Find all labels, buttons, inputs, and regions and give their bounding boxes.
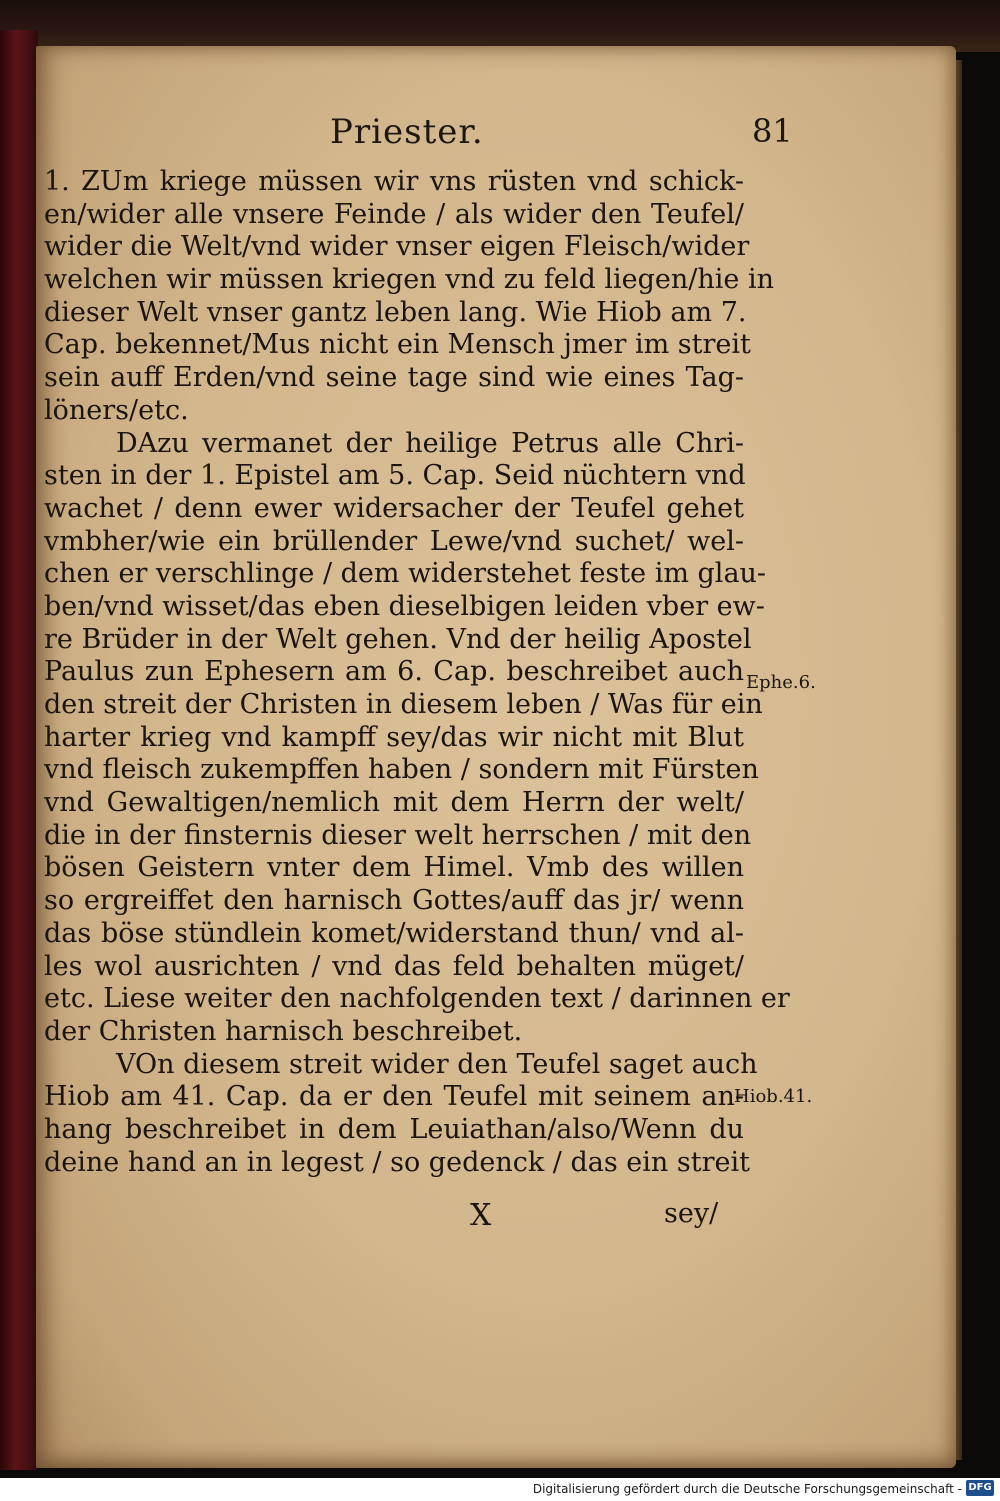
text-line: sein auff Erden/vnd seine tage sind wie eines Tag- xyxy=(44,362,744,394)
text-line: VOn diesem streit wider den Teufel saget auch xyxy=(116,1048,758,1080)
text-line: 1. ZUm kriege müssen wir vns rüsten vnd schick- xyxy=(44,166,744,197)
text-line: das böse stündlein komet/widerstand thun/ vnd al- xyxy=(44,917,744,949)
text-line: Paulus zun Ephesern am 6. Cap. beschreibet auch xyxy=(44,656,744,688)
text-line: deine hand an in legest / so gedenck / das ein streit xyxy=(44,1146,750,1178)
text-line: Cap. bekennet/Mus nicht ein Mensch jmer im streit xyxy=(44,329,751,361)
text-line: les wol ausrichten / vnd das feld behalten müget/ xyxy=(44,950,744,982)
catchword: sey/ xyxy=(664,1198,719,1229)
running-head: Priester. xyxy=(330,112,484,152)
text-line: chen er verschlinge / dem widerstehet feste im glau- xyxy=(44,558,767,590)
text-line: re Brüder in der Welt gehen. Vnd der heilig Apostel xyxy=(44,623,752,655)
folio-number: 81 xyxy=(752,112,793,150)
margin-note: Hiob.41. xyxy=(734,1086,813,1107)
text-line: DAzu vermanet der heilige Petrus alle Chri- xyxy=(116,427,744,459)
text-line: wachet / denn ewer widersacher der Teufel gehet xyxy=(44,492,744,524)
text-line: en/wider alle vnsere Feinde / als wider den Teufel/ xyxy=(44,198,744,230)
text-line: bösen Geistern vnter dem Himel. Vmb des willen xyxy=(44,852,744,884)
scan-background-top xyxy=(0,0,1000,52)
text-line: ben/vnd wisset/das eben dieselbigen leiden vber ew- xyxy=(44,590,765,622)
digitization-credit: Digitalisierung gefördert durch die Deutsche Forschungsgemeinschaft - xyxy=(532,1482,962,1496)
text-line: vnd fleisch zukempffen haben / sondern mit Fürsten xyxy=(44,754,759,786)
text-line: den streit der Christen in diesem leben / Was für ein xyxy=(44,689,763,720)
margin-note: Ephe.6. xyxy=(746,672,816,693)
text-line: löners/etc. xyxy=(44,394,189,426)
text-line: Hiob am 41. Cap. da er den Teufel mit seinem an- xyxy=(44,1081,744,1113)
text-line: der Christen harnisch beschreibet. xyxy=(44,1015,523,1047)
text-line: etc. Liese weiter den nachfolgenden text / darinnen er xyxy=(44,983,790,1015)
signature-mark: X xyxy=(470,1198,492,1233)
text-line: die in der finsternis dieser welt herrschen / mit den xyxy=(44,819,752,851)
text-line: sten in der 1. Epistel am 5. Cap. Seid nüchtern vnd xyxy=(44,460,746,492)
text-line: hang beschreibet in dem Leuiathan/also/Wenn du xyxy=(44,1113,744,1145)
text-line: vmbher/wie ein brüllender Lewe/vnd suchet/ wel- xyxy=(44,525,744,557)
book-binding xyxy=(0,30,38,1470)
dfg-logo-icon: DFG xyxy=(966,1480,994,1496)
text-line: so ergreiffet den harnisch Gottes/auff das jr/ wenn xyxy=(44,885,744,917)
text-line: wider die Welt/vnd wider vnser eigen Fleisch/wider xyxy=(44,231,750,263)
text-line: vnd Gewaltigen/nemlich mit dem Herrn der welt/ xyxy=(44,787,744,819)
text-line: welchen wir müssen kriegen vnd zu feld liegen/hie in xyxy=(44,264,774,296)
text-line: harter krieg vnd kampff sey/das wir nicht mit Blut xyxy=(44,721,744,753)
text-line: dieser Welt vnser gantz leben lang. Wie Hiob am 7. xyxy=(44,296,747,328)
